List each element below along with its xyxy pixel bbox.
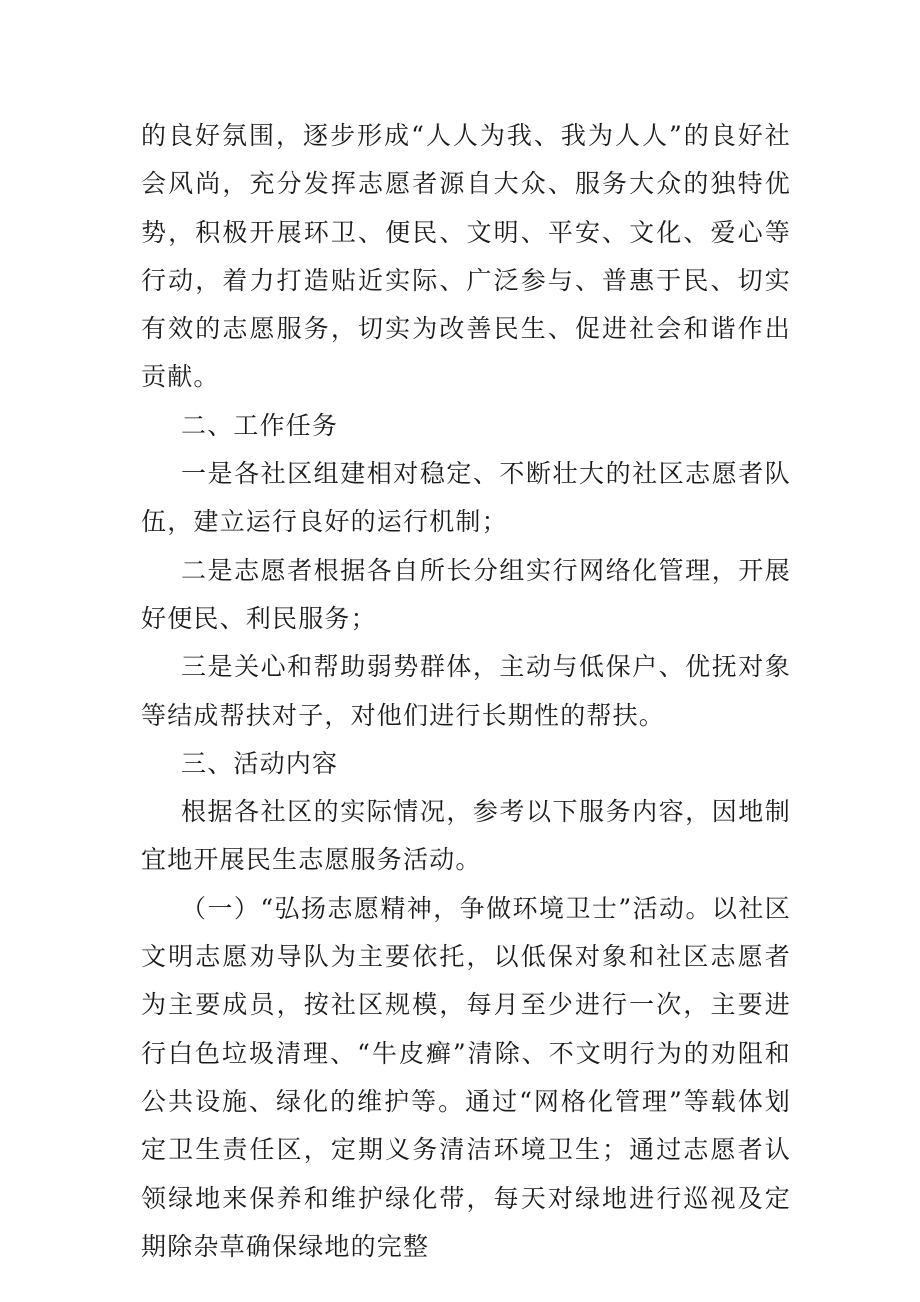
section-heading-work-tasks: 二、工作任务 [181,410,339,440]
paragraph-activity-one: （一）“弘扬志愿精神，争做环境卫士”活动。以社区文明志愿劝导队为主要依托，以低保对象和社区志愿者为主要成员，按社区规模，每月至少进行一次，主要进行白色垃圾清理、“牛皮癣”清除、不文明行为的劝阻和公共设施、绿化的维护等。通过“网格化管理”等载体划定卫生责任区，定期义务清洁环境卫生；通过志愿者认领绿地来保养和维护绿化带，每天对绿地进行巡视及定期除杂草确保绿地的完整 [141,893,791,1261]
section-heading-activity-content: 三、活动内容 [181,748,339,778]
document-body [141,112,791,1271]
paragraph-task-one: 一是各社区组建相对稳定、不断壮大的社区志愿者队伍，建立运行良好的运行机制； [141,459,791,537]
paragraph-intro-continued: 的良好氛围，逐步形成“人人为我、我为人人”的良好社会风尚，充分发挥志愿者源自大众、服务大众的独特优势，积极开展环卫、便民、文明、平安、文化、爱心等行动，着力打造贴近实际、广泛参与、普惠于民、切实有效的志愿服务，切实为改善民生、促进社会和谐作出贡献。 [141,121,791,392]
paragraph-activity-intro: 根据各社区的实际情况，参考以下服务内容，因地制宜地开展民生志愿服务活动。 [141,797,791,875]
paragraph-task-three: 三是关心和帮助弱势群体，主动与低保户、优抚对象等结成帮扶对子，对他们进行长期性的帮扶。 [141,652,791,730]
paragraph-task-two: 二是志愿者根据各自所长分组实行网络化管理，开展好便民、利民服务； [141,555,791,633]
